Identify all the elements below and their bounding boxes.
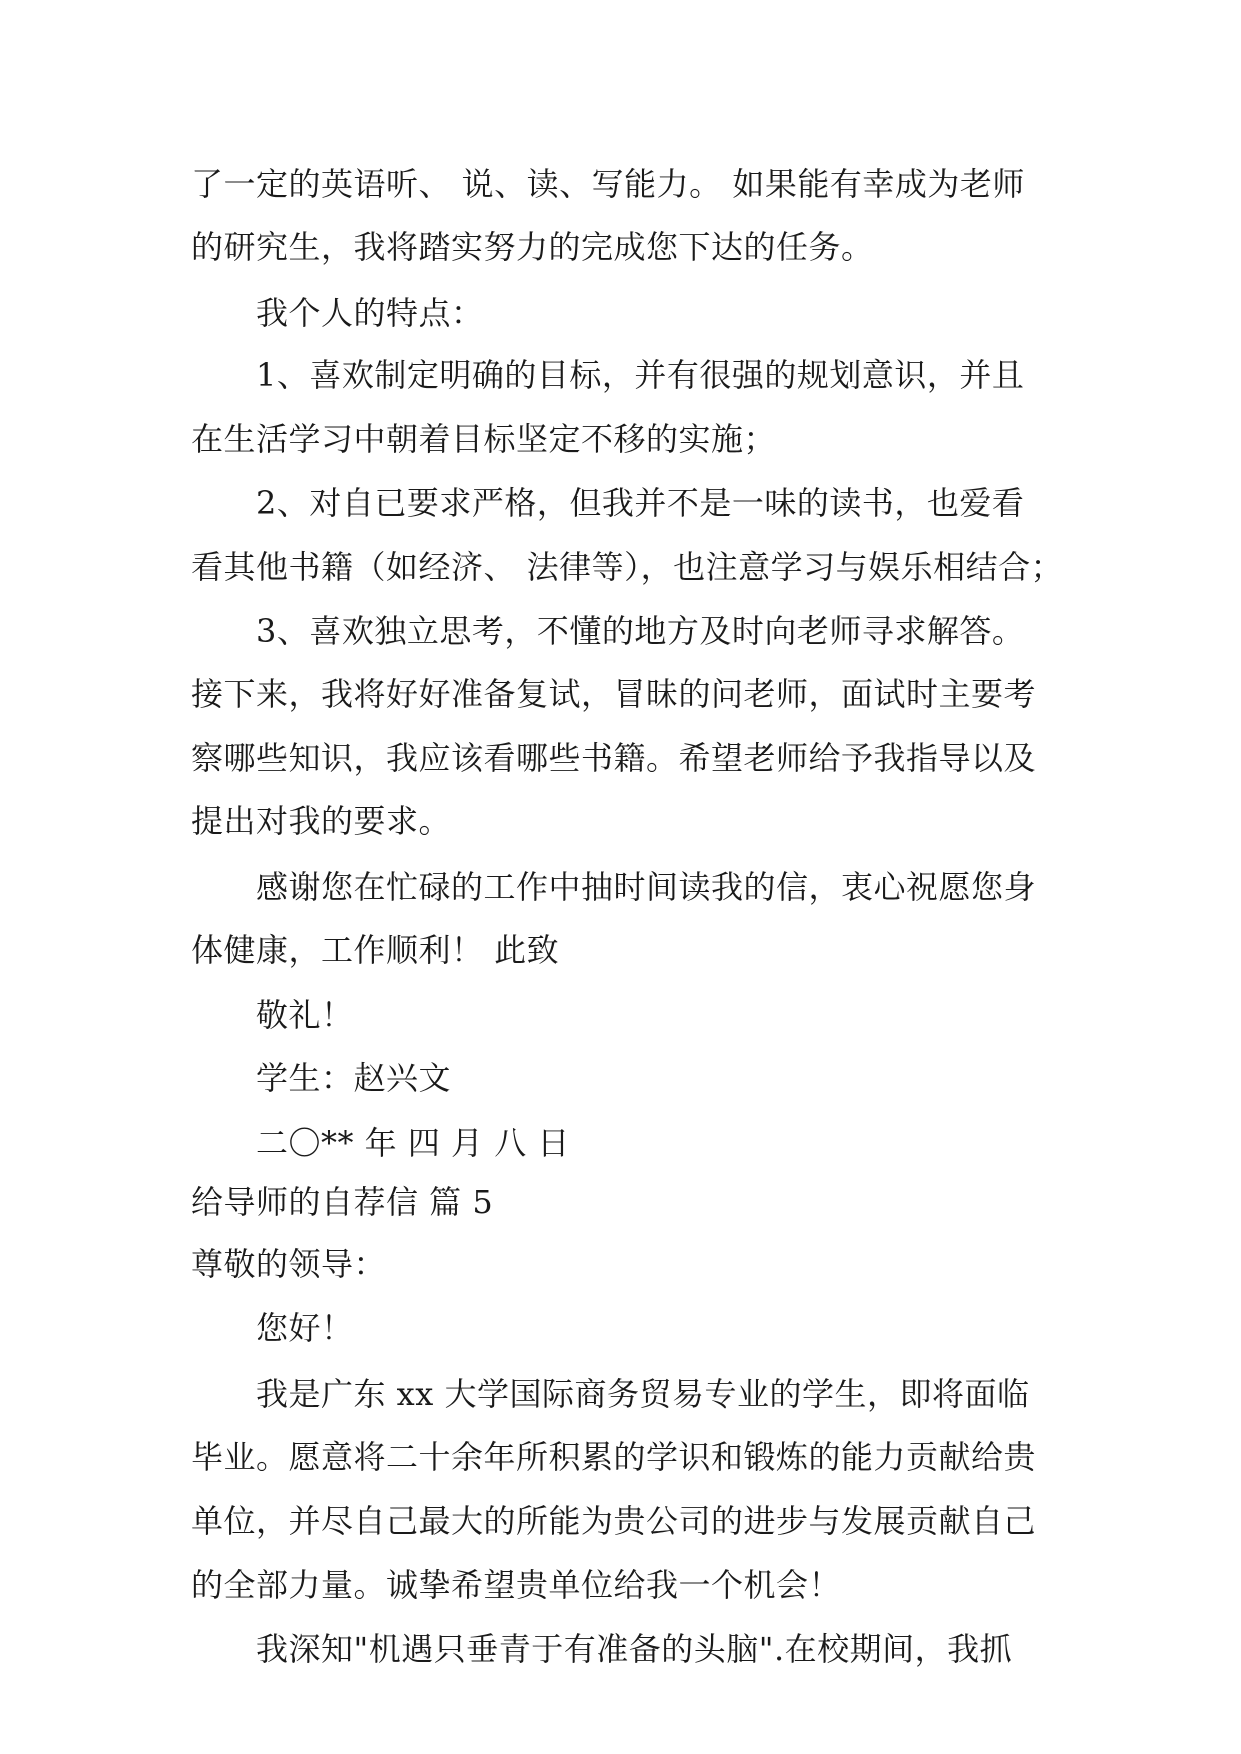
section-heading: 我个人的特点：: [256, 294, 484, 332]
greeting: 您好！: [256, 1309, 354, 1347]
signature-line: 学生：赵兴文: [256, 1059, 452, 1097]
list-item-continuation: 看其他书籍（如经济、 法律等），也注意学习与娱乐相结合；: [191, 548, 1064, 586]
body-text-line: 单位，并尽自己最大的所能为贵公司的进步与发展贡献自己: [191, 1502, 1037, 1540]
body-text-line: 了一定的英语听、 说、读、写能力。 如果能有幸成为老师: [191, 165, 1025, 203]
list-item: 2、对自已要求严格，但我并不是一味的读书，也爱看: [256, 484, 1025, 522]
body-text-line: 的全部力量。诚挚希望贵单位给我一个机会！: [191, 1566, 842, 1604]
body-text-line: 提出对我的要求。: [191, 802, 452, 840]
body-text-line: 我是广东 xx 大学国际商务贸易专业的学生，即将面临: [256, 1375, 1030, 1413]
body-text-line: 察哪些知识，我应该看哪些书籍。希望老师给予我指导以及: [191, 739, 1037, 777]
date-line: 二〇** 年 四 月 八 日: [256, 1124, 570, 1162]
body-text-line: 感谢您在忙碌的工作中抽时间读我的信，衷心祝愿您身: [256, 868, 1037, 906]
salutation-closing: 敬礼！: [256, 996, 354, 1034]
letter-title: 给导师的自荐信 篇 5: [191, 1183, 494, 1221]
list-item: 1、喜欢制定明确的目标，并有很强的规划意识，并且: [256, 356, 1025, 394]
list-item: 3、喜欢独立思考，不懂的地方及时向老师寻求解答。: [256, 612, 1025, 650]
body-text-line: 毕业。愿意将二十余年所积累的学识和锻炼的能力贡献给贵: [191, 1438, 1037, 1476]
body-text-line: 接下来，我将好好准备复试，冒昧的问老师，面试时主要考: [191, 675, 1037, 713]
body-text-line: 我深知"机遇只垂青于有准备的头脑".在校期间，我抓: [256, 1630, 1013, 1668]
body-text-line: 体健康，工作顺利！ 此致: [191, 931, 560, 969]
body-text-line: 的研究生，我将踏实努力的完成您下达的任务。: [191, 228, 874, 266]
salutation: 尊敬的领导：: [191, 1245, 387, 1283]
list-item-continuation: 在生活学习中朝着目标坚定不移的实施；: [191, 420, 777, 458]
